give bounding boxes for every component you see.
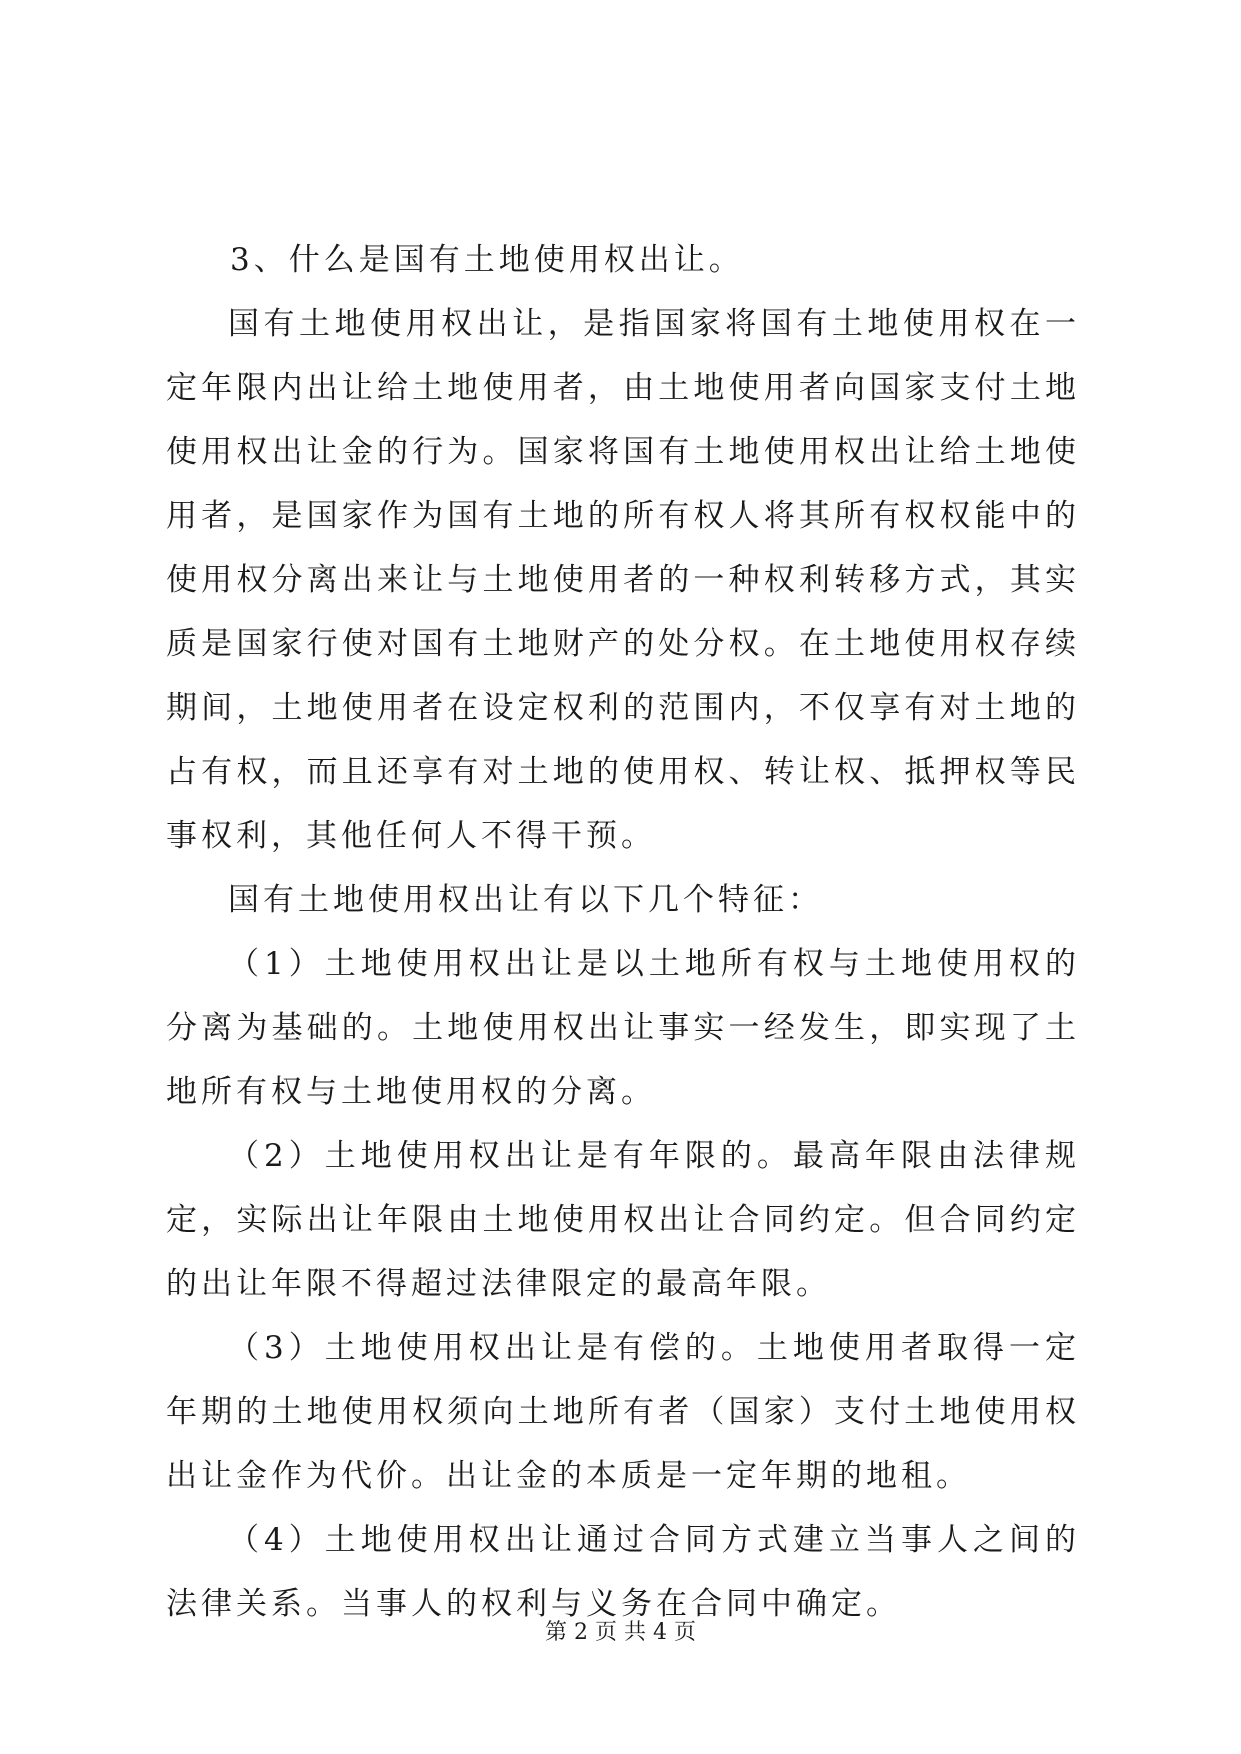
paragraph-features-intro: 国有土地使用权出让有以下几个特征： [228, 882, 823, 918]
document-body [166, 228, 1080, 1636]
paragraph-feature-2: （2）土地使用权出让是有年限的。最高年限由法律规定，实际出让年限由土地使用权出让合同约定。但合同约定的出让年限不得超过法律限定的最高年限。 [166, 1138, 1080, 1302]
page-number-footer: 第 2 页 共 4 页 [545, 1620, 696, 1645]
paragraph-feature-1: （1）土地使用权出让是以土地所有权与土地使用权的分离为基础的。土地使用权出让事实一经发生，即实现了土地所有权与土地使用权的分离。 [166, 946, 1080, 1110]
paragraph-definition: 国有土地使用权出让，是指国家将国有土地使用权在一定年限内出让给土地使用者，由土地使用者向国家支付土地使用权出让金的行为。国家将国有土地使用权出让给土地使用者，是国家作为国有土地的所有权人将其所有权权能中的使用权分离出来让与土地使用者的一种权利转移方式，其实质是国家行使对国有土地财产的处分权。在土地使用权存续期间，土地使用者在设定权利的范围内，不仅享有对土地的占有权，而且还享有对土地的使用权、转让权、抵押权等民事权利，其他任何人不得干预。 [166, 306, 1080, 854]
paragraph-feature-3: （3）土地使用权出让是有偿的。土地使用者取得一定年期的土地使用权须向土地所有者（国家）支付土地使用权出让金作为代价。出让金的本质是一定年期的地租。 [166, 1330, 1080, 1494]
paragraph-feature-4: （4）土地使用权出让通过合同方式建立当事人之间的法律关系。当事人的权利与义务在合同中确定。 [166, 1522, 1080, 1622]
section-heading: 3、什么是国有土地使用权出让。 [230, 242, 744, 278]
